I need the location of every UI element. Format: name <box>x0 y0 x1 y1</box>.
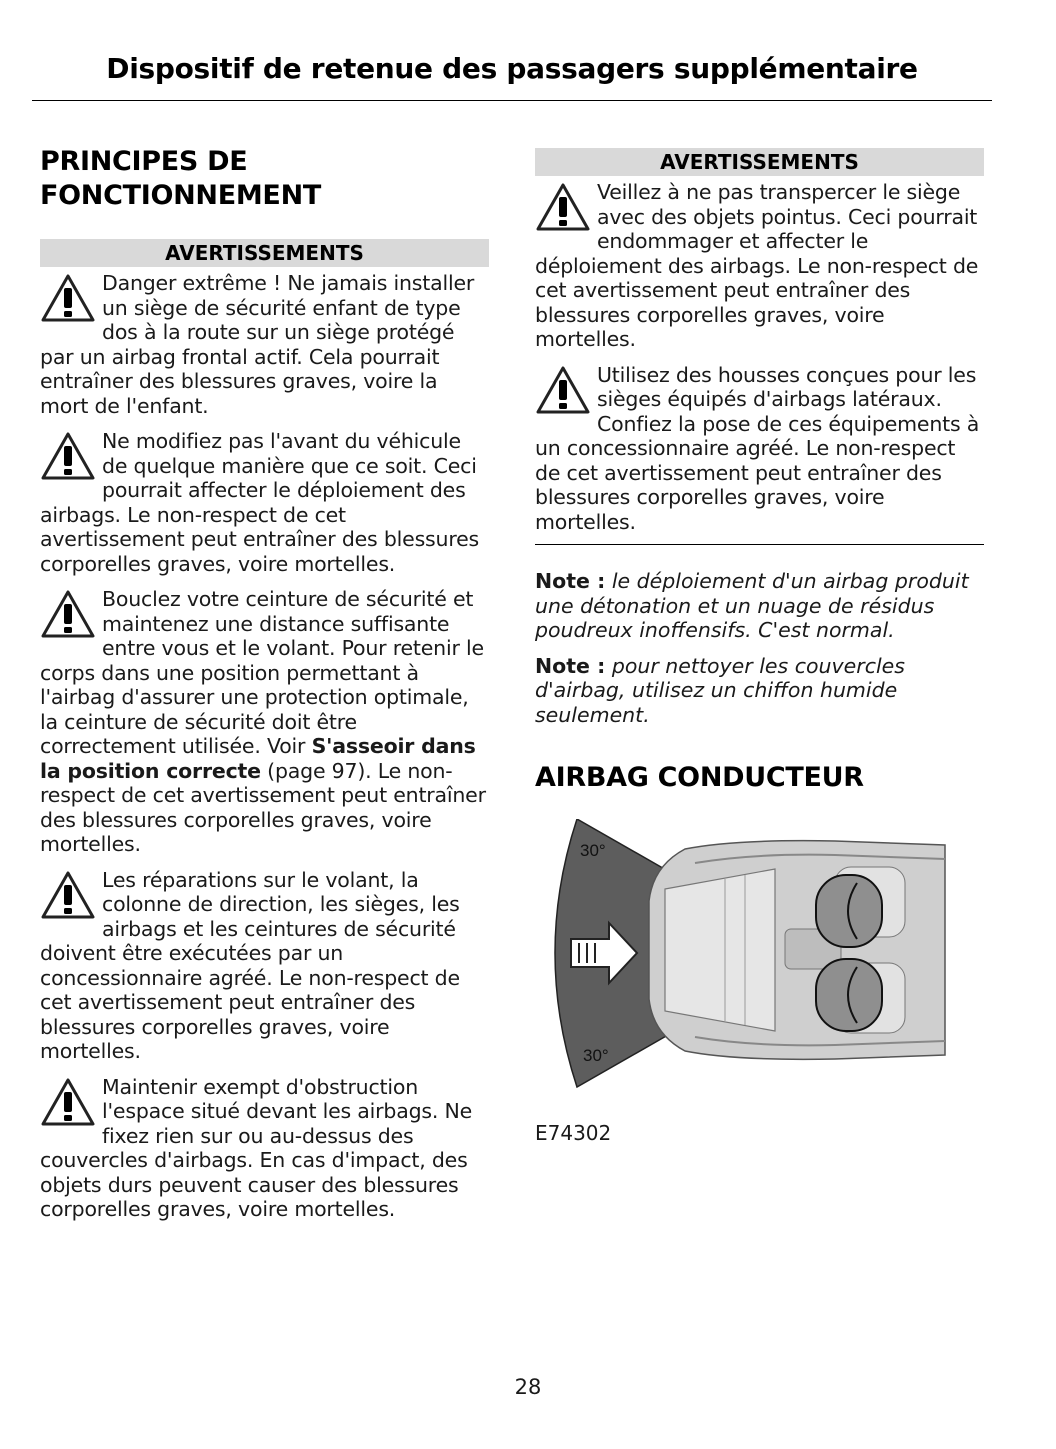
section-title-airbag-conducteur: AIRBAG CONDUCTEUR <box>535 762 864 793</box>
warning-item <box>40 1075 489 1222</box>
warning-triangle-icon <box>40 273 96 323</box>
warning-text: Veillez à ne pas transpercer le siège avec des objets pointus. Ceci pourrait endommager et affecter le déploiement des airbags. Le non-respect de cet avertissement peut entraîner des blessures corporelles graves, voire mortelles. <box>535 180 979 351</box>
warnings-header: AVERTISSEMENTS <box>40 239 489 267</box>
cross-reference-link[interactable]: S'asseoir dans la position correcte <box>40 734 476 783</box>
warning-triangle-icon <box>40 431 96 481</box>
warning-text: Les réparations sur le volant, la colonne de direction, les sièges, les airbags et les ceintures de sécurité doivent être exécutées par un concessionnaire agréé. Le non-respect de cet avertissement peut entraîner des blessures corporelles graves, voire mortelles. <box>40 867 460 1063</box>
warning-triangle-icon <box>40 589 96 639</box>
figure-code: E74302 <box>535 1121 612 1145</box>
angle-label-top: 30° <box>580 841 606 860</box>
note <box>535 654 984 728</box>
note-text: pour nettoyer les couvercles d'airbag, utilisez un chiffon humide seulement. <box>535 653 905 727</box>
right-column <box>535 148 984 1145</box>
warning-item <box>40 271 489 418</box>
warning-triangle-icon <box>535 365 591 415</box>
warning-triangle-icon <box>40 1077 96 1127</box>
warning-text-part: (page 97). Le non-respect de cet avertissement peut entraîner des blessures corporelles graves, voire mortelles. <box>40 758 486 856</box>
note-text: le déploiement d'un airbag produit une détonation et un nuage de résidus poudreux inoffensifs. C'est normal. <box>535 569 969 642</box>
section-title-principes: PRINCIPES DE FONCTIONNEMENT <box>40 146 321 211</box>
note-label: Note : <box>535 569 606 593</box>
driver-airbag-diagram <box>535 819 955 1089</box>
page-header <box>32 48 992 101</box>
warning-text: Maintenir exempt d'obstruction l'espace situé devant les airbags. Ne fixez rien sur ou au-dessus des couvercles d'airbags. En cas d'impact, des objets durs peuvent causer des blessures corporelles graves, voire mortelles. <box>40 1074 473 1221</box>
warning-item <box>40 429 489 576</box>
warning-text-part: Bouclez votre ceinture de sécurité et maintenez une distance suffisante entre vous et le volant. Pour retenir le corps dans une position permettant à l'airbag d'assurer une protection optimale, la ceinture de sécurité doit être correctement utilisée. Voir <box>40 587 484 758</box>
page-number: 28 <box>514 1375 542 1399</box>
warning-item <box>40 587 489 857</box>
warning-item <box>535 363 984 535</box>
warning-text: Utilisez des housses conçues pour les sièges équipés d'airbags latéraux. Confiez la pose de ces équipements à un concessionnaire agréé. Le non-respect de cet avertissement peut entraîner des blessures corporelles graves, voire mortelles. <box>535 362 980 534</box>
left-column <box>40 145 489 1222</box>
note <box>535 569 984 643</box>
warning-text <box>40 587 489 857</box>
page-title: Dispositif de retenue des passagers supplémentaire <box>106 52 918 85</box>
warning-item <box>535 180 984 352</box>
angle-label-bottom: 30° <box>583 1046 609 1065</box>
warnings-header: AVERTISSEMENTS <box>535 148 984 176</box>
warning-text: Ne modifiez pas l'avant du véhicule de quelque manière que ce soit. Ceci pourrait affecter le déploiement des airbags. Le non-respect de cet avertissement peut entraîner des blessures corporelles graves, voire mortelles. <box>40 429 479 576</box>
warning-triangle-icon <box>40 870 96 920</box>
warning-item <box>40 868 489 1064</box>
note-label: Note : <box>535 653 606 678</box>
warning-triangle-icon <box>535 182 591 232</box>
warning-text: Danger extrême ! Ne jamais installer un siège de sécurité enfant de type dos à la route sur un siège protégé par un airbag frontal actif. Cela pourrait entraîner des blessures graves, voire la mort de l'enfant. <box>40 271 475 418</box>
